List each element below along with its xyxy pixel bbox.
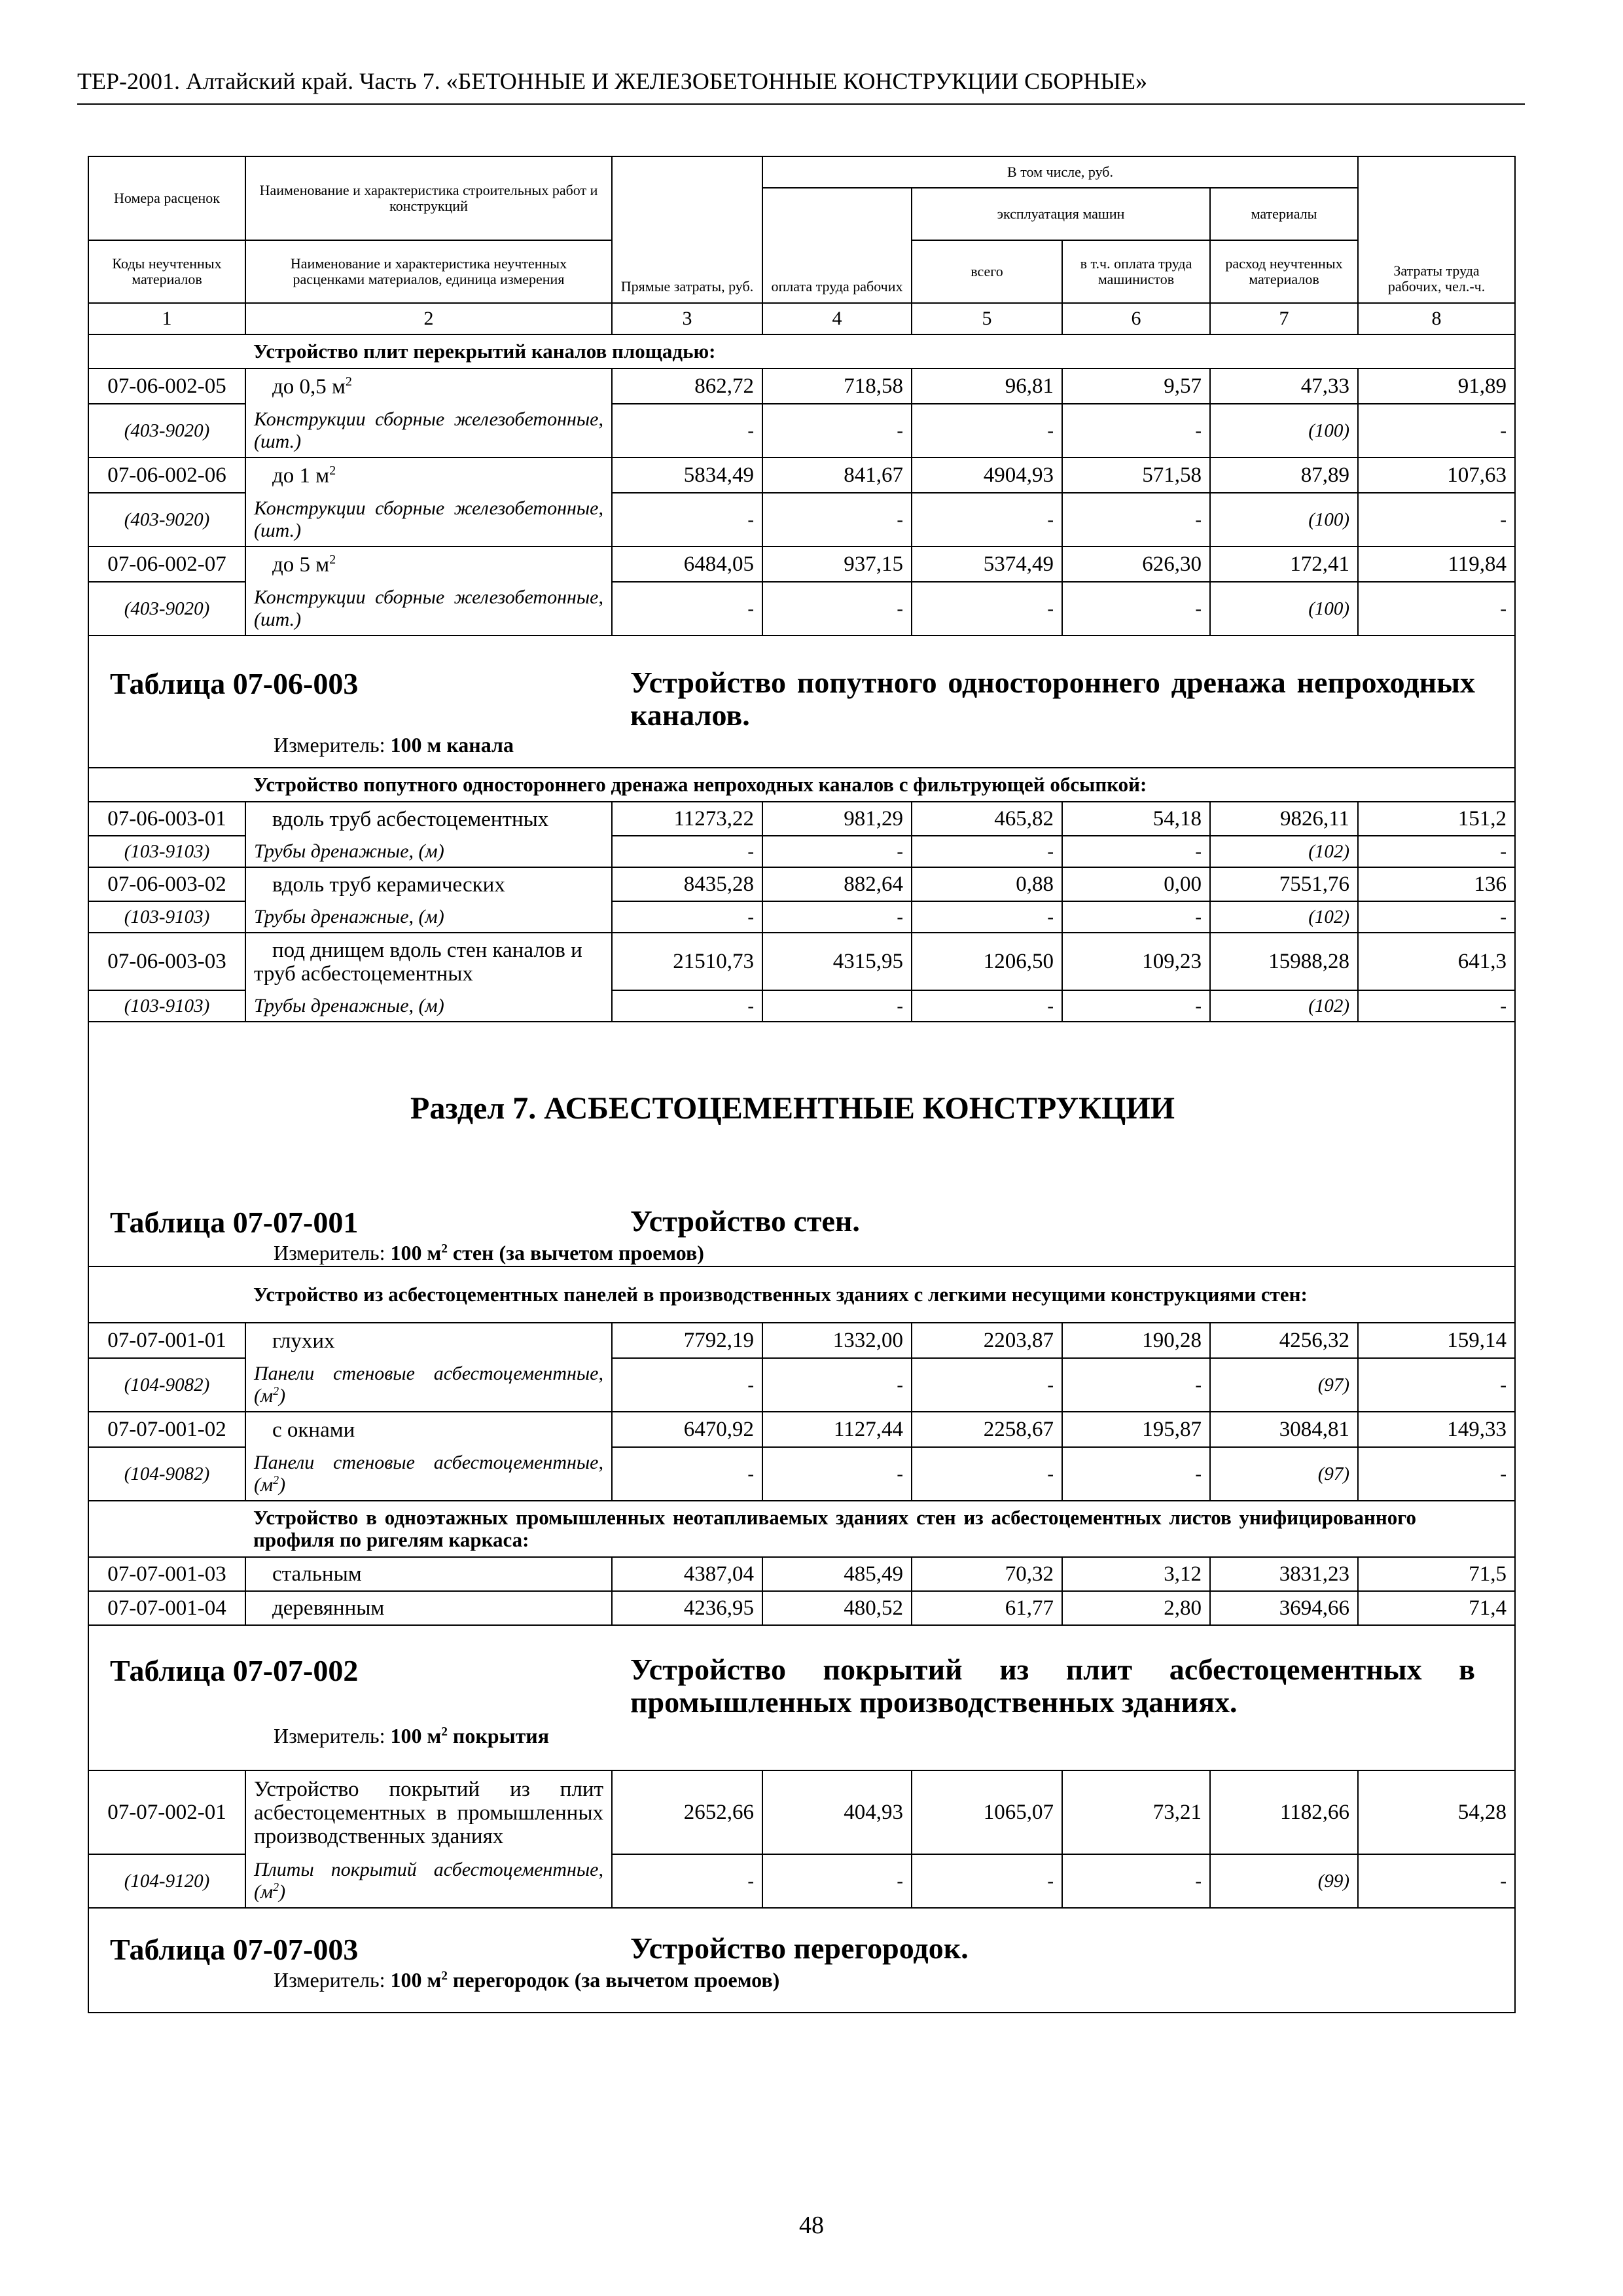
col-header-machines: эксплуатация машин: [912, 188, 1210, 240]
dash: -: [1062, 1854, 1210, 1908]
material-name: Конструкции сборные железобетонные, (шт.): [245, 404, 612, 457]
worker-pay: 882,64: [762, 867, 912, 901]
labor-hours: 159,14: [1358, 1323, 1515, 1358]
table-unit: Измеритель: 100 $м^2$ покрытия: [274, 1724, 550, 1748]
material-row: [88, 582, 1515, 636]
work-name: деревянным: [245, 1591, 612, 1625]
dash: -: [612, 493, 762, 547]
dash: -: [762, 836, 912, 867]
dash: -: [912, 1447, 1062, 1501]
dash: -: [612, 1358, 762, 1412]
page-number: 48: [799, 2212, 824, 2239]
machinist-pay: 73,21: [1062, 1770, 1210, 1854]
dash: -: [1358, 1358, 1515, 1412]
column-number: 1: [88, 303, 245, 334]
dash: -: [1358, 901, 1515, 933]
material-quantity: (102): [1210, 901, 1358, 933]
dash: -: [912, 1854, 1062, 1908]
table-title: Таблица 07-07-002: [110, 1654, 359, 1687]
machines-total: 1206,50: [912, 933, 1062, 990]
col-header-codes: Номера расценок: [88, 156, 245, 240]
dash: -: [762, 1854, 912, 1908]
dash: -: [762, 901, 912, 933]
rate-row: [88, 547, 1515, 582]
dash: -: [612, 990, 762, 1022]
column-number: 6: [1062, 303, 1210, 334]
work-name: с окнами: [245, 1412, 612, 1447]
material-row: [88, 493, 1515, 547]
table-name: Устройство перегородок.: [630, 1931, 969, 1965]
labor-hours: 91,89: [1358, 368, 1515, 404]
header-rule: [77, 103, 1525, 105]
rate-row: [88, 867, 1515, 901]
col-header-material-names: Наименование и характеристика неучтенных расценками материалов, единица измерения: [245, 240, 612, 303]
rate-row: [88, 1412, 1515, 1447]
materials: 3831,23: [1210, 1557, 1358, 1591]
labor-hours: 641,3: [1358, 933, 1515, 990]
rate-row: [88, 368, 1515, 404]
table-name: Устройство стен.: [630, 1204, 860, 1238]
labor-hours: 71,5: [1358, 1557, 1515, 1591]
work-name: до 0,5 $м^2$: [245, 368, 612, 404]
machines-total: 96,81: [912, 368, 1062, 404]
group-title-row: [88, 334, 1515, 368]
direct-costs: 6484,05: [612, 547, 762, 582]
direct-costs: 4236,95: [612, 1591, 762, 1625]
work-name: до 1 $м^2$: [245, 457, 612, 493]
material-row: [88, 901, 1515, 933]
dash: -: [1062, 582, 1210, 636]
dash: -: [1358, 582, 1515, 636]
dash: -: [1358, 493, 1515, 547]
material-code: (103-9103): [88, 901, 245, 933]
direct-costs: 7792,19: [612, 1323, 762, 1358]
dash: -: [1062, 990, 1210, 1022]
table-unit: Измеритель: 100 м канала: [274, 733, 514, 757]
table-title-row: [88, 1908, 1515, 2013]
dash: -: [612, 1447, 762, 1501]
table-name: Устройство покрытий из плит асбестоцементных в промышленных производственных зданиях.: [630, 1653, 1476, 1719]
rate-code: 07-07-002-01: [88, 1770, 245, 1854]
dash: -: [1358, 404, 1515, 457]
worker-pay: 937,15: [762, 547, 912, 582]
machines-total: 0,88: [912, 867, 1062, 901]
material-name: Трубы дренажные, (м): [245, 901, 612, 933]
machinist-pay: 9,57: [1062, 368, 1210, 404]
material-quantity: (100): [1210, 493, 1358, 547]
dash: -: [912, 836, 1062, 867]
material-quantity: (97): [1210, 1358, 1358, 1412]
material-code: (104-9082): [88, 1358, 245, 1412]
direct-costs: 4387,04: [612, 1557, 762, 1591]
rate-code: 07-06-002-05: [88, 368, 245, 404]
rate-code: 07-06-003-02: [88, 867, 245, 901]
table-title: Таблица 07-07-003: [110, 1933, 359, 1966]
work-name: до 5 $м^2$: [245, 547, 612, 582]
material-row: [88, 404, 1515, 457]
dash: -: [1062, 493, 1210, 547]
machinist-pay: 3,12: [1062, 1557, 1210, 1591]
direct-costs: 5834,49: [612, 457, 762, 493]
direct-costs: 21510,73: [612, 933, 762, 990]
material-code: (104-9082): [88, 1447, 245, 1501]
machinist-pay: 190,28: [1062, 1323, 1210, 1358]
column-number: 7: [1210, 303, 1358, 334]
work-name: глухих: [245, 1323, 612, 1358]
material-code: (403-9020): [88, 404, 245, 457]
dash: -: [612, 404, 762, 457]
dash: -: [912, 493, 1062, 547]
worker-pay: 404,93: [762, 1770, 912, 1854]
dash: -: [1062, 404, 1210, 457]
rate-code: 07-06-002-06: [88, 457, 245, 493]
dash: -: [762, 1358, 912, 1412]
dash: -: [912, 990, 1062, 1022]
col-header-direct-costs: Прямые затраты, руб.: [612, 156, 762, 303]
col-header-material-codes: Коды неучтенных материалов: [88, 240, 245, 303]
materials: 3084,81: [1210, 1412, 1358, 1447]
section-title: Раздел 7. АСБЕСТОЦЕМЕНТНЫЕ КОНСТРУКЦИИ: [410, 1091, 1175, 1126]
rate-row: [88, 1557, 1515, 1591]
labor-hours: 54,28: [1358, 1770, 1515, 1854]
dash: -: [1358, 1447, 1515, 1501]
dash: -: [1062, 1447, 1210, 1501]
table-title-row: [88, 1625, 1515, 1770]
worker-pay: 841,67: [762, 457, 912, 493]
worker-pay: 485,49: [762, 1557, 912, 1591]
rate-row: [88, 1770, 1515, 1854]
rate-row: [88, 1591, 1515, 1625]
material-quantity: (100): [1210, 582, 1358, 636]
materials: 9826,11: [1210, 802, 1358, 836]
material-name: Конструкции сборные железобетонные, (шт.): [245, 582, 612, 636]
dash: -: [912, 582, 1062, 636]
worker-pay: 4315,95: [762, 933, 912, 990]
dash: -: [762, 990, 912, 1022]
col-header-labor-hours: Затраты труда рабочих, чел.-ч.: [1358, 156, 1515, 303]
labor-hours: 151,2: [1358, 802, 1515, 836]
machinist-pay: 2,80: [1062, 1591, 1210, 1625]
material-row: [88, 836, 1515, 867]
rate-code: 07-07-001-02: [88, 1412, 245, 1447]
materials: 3694,66: [1210, 1591, 1358, 1625]
material-name: Трубы дренажные, (м): [245, 836, 612, 867]
col-header-including: В том числе, руб.: [762, 156, 1358, 188]
machinist-pay: 54,18: [1062, 802, 1210, 836]
work-name: стальным: [245, 1557, 612, 1591]
material-code: (103-9103): [88, 990, 245, 1022]
dash: -: [762, 582, 912, 636]
rate-row: [88, 933, 1515, 990]
group-title-row: [88, 1266, 1515, 1323]
dash: -: [612, 582, 762, 636]
column-number: 3: [612, 303, 762, 334]
dash: -: [612, 1854, 762, 1908]
direct-costs: 2652,66: [612, 1770, 762, 1854]
worker-pay: 1332,00: [762, 1323, 912, 1358]
materials: 1182,66: [1210, 1770, 1358, 1854]
material-row: [88, 1358, 1515, 1412]
material-code: (403-9020): [88, 582, 245, 636]
dash: -: [612, 901, 762, 933]
dash: -: [1062, 1358, 1210, 1412]
materials: 7551,76: [1210, 867, 1358, 901]
direct-costs: 8435,28: [612, 867, 762, 901]
table-title: Таблица 07-07-001: [110, 1206, 359, 1239]
machines-total: 465,82: [912, 802, 1062, 836]
machines-total: 4904,93: [912, 457, 1062, 493]
direct-costs: 862,72: [612, 368, 762, 404]
machinist-pay: 571,58: [1062, 457, 1210, 493]
column-number-row: [88, 303, 1515, 334]
material-code: (104-9120): [88, 1854, 245, 1908]
materials: 4256,32: [1210, 1323, 1358, 1358]
material-quantity: (99): [1210, 1854, 1358, 1908]
materials: 172,41: [1210, 547, 1358, 582]
group-title: Устройство плит перекрытий каналов площадью:: [245, 334, 1515, 368]
worker-pay: 718,58: [762, 368, 912, 404]
machines-total: 1065,07: [912, 1770, 1062, 1854]
machinist-pay: 109,23: [1062, 933, 1210, 990]
rate-code: 07-06-003-03: [88, 933, 245, 990]
rate-code: 07-06-002-07: [88, 547, 245, 582]
work-name: под днищем вдоль стен каналов и труб асбестоцементных: [245, 933, 612, 990]
dash: -: [762, 1447, 912, 1501]
direct-costs: 11273,22: [612, 802, 762, 836]
materials: 15988,28: [1210, 933, 1358, 990]
labor-hours: 136: [1358, 867, 1515, 901]
material-row: [88, 1854, 1515, 1908]
material-name: Трубы дренажные, (м): [245, 990, 612, 1022]
group-title-row: [88, 1501, 1515, 1557]
material-quantity: (102): [1210, 990, 1358, 1022]
col-header-worker-pay: оплата труда рабочих: [762, 188, 912, 303]
rate-row: [88, 457, 1515, 493]
column-number: 2: [245, 303, 612, 334]
material-quantity: (97): [1210, 1447, 1358, 1501]
table-unit: Измеритель: 100 $м^2$ стен (за вычетом проемов): [274, 1241, 704, 1265]
materials: 87,89: [1210, 457, 1358, 493]
material-row: [88, 990, 1515, 1022]
rate-code: 07-07-001-03: [88, 1557, 245, 1591]
col-header-machines-total: всего: [912, 240, 1062, 303]
rate-code: 07-07-001-04: [88, 1591, 245, 1625]
col-header-work-name: Наименование и характеристика строительных работ и конструкций: [245, 156, 612, 240]
machines-total: 2258,67: [912, 1412, 1062, 1447]
column-number: 4: [762, 303, 912, 334]
machinist-pay: 0,00: [1062, 867, 1210, 901]
work-name: вдоль труб асбестоцементных: [245, 802, 612, 836]
material-code: (103-9103): [88, 836, 245, 867]
machines-total: 2203,87: [912, 1323, 1062, 1358]
worker-pay: 480,52: [762, 1591, 912, 1625]
table-title-row: [88, 636, 1515, 768]
col-header-materials: материалы: [1210, 188, 1358, 240]
material-quantity: (102): [1210, 836, 1358, 867]
dash: -: [612, 836, 762, 867]
dash: -: [1358, 990, 1515, 1022]
table-title: Таблица 07-06-003: [110, 667, 359, 700]
group-title: Устройство в одноэтажных промышленных неотапливаемых зданиях стен из асбестоцементных листов унифицированного профиля по ригелям каркаса:: [245, 1501, 1515, 1557]
dash: -: [762, 493, 912, 547]
rate-row: [88, 802, 1515, 836]
table-unit: Измеритель: 100 $м^2$ перегородок (за вычетом проемов): [274, 1968, 780, 1992]
work-name: Устройство покрытий из плит асбестоцементных в промышленных производственных зданиях: [245, 1770, 612, 1854]
page-header: ТЕР-2001. Алтайский край. Часть 7. «БЕТОННЫЕ И ЖЕЛЕЗОБЕТОННЫЕ КОНСТРУКЦИИ СБОРНЫЕ»: [77, 68, 1147, 94]
labor-hours: 107,63: [1358, 457, 1515, 493]
machinist-pay: 195,87: [1062, 1412, 1210, 1447]
group-title: Устройство из асбестоцементных панелей в производственных зданиях с легкими несущими конструкциями стен:: [245, 1266, 1515, 1323]
rate-code: 07-07-001-01: [88, 1323, 245, 1358]
work-name: вдоль труб керамических: [245, 867, 612, 901]
column-number: 8: [1358, 303, 1515, 334]
rate-code: 07-06-003-01: [88, 802, 245, 836]
material-row: [88, 1447, 1515, 1501]
material-name: Панели стеновые асбестоцементные, $(м^2)$: [245, 1358, 612, 1412]
rate-row: [88, 1323, 1515, 1358]
col-header-material-usage: расход неучтенных материалов: [1210, 240, 1358, 303]
column-number: 5: [912, 303, 1062, 334]
dash: -: [1358, 836, 1515, 867]
materials: 47,33: [1210, 368, 1358, 404]
direct-costs: 6470,92: [612, 1412, 762, 1447]
dash: -: [762, 404, 912, 457]
machines-total: 61,77: [912, 1591, 1062, 1625]
machinist-pay: 626,30: [1062, 547, 1210, 582]
group-title-row: [88, 768, 1515, 802]
material-name: Конструкции сборные железобетонные, (шт.): [245, 493, 612, 547]
dash: -: [1358, 1854, 1515, 1908]
dash: -: [912, 404, 1062, 457]
material-quantity: (100): [1210, 404, 1358, 457]
material-name: Плиты покрытий асбестоцементные, $(м^2)$: [245, 1854, 612, 1908]
group-title: Устройство попутного одностороннего дренажа непроходных каналов с фильтрующей обсыпкой:: [245, 768, 1515, 802]
worker-pay: 1127,44: [762, 1412, 912, 1447]
labor-hours: 149,33: [1358, 1412, 1515, 1447]
machines-total: 5374,49: [912, 547, 1062, 582]
labor-hours: 119,84: [1358, 547, 1515, 582]
dash: -: [1062, 836, 1210, 867]
labor-hours: 71,4: [1358, 1591, 1515, 1625]
rates-table: [88, 156, 1516, 2013]
dash: -: [1062, 901, 1210, 933]
col-header-machinist-pay: в т.ч. оплата труда машинистов: [1062, 240, 1210, 303]
header-row-1: [88, 156, 1515, 188]
dash: -: [912, 901, 1062, 933]
machines-total: 70,32: [912, 1557, 1062, 1591]
worker-pay: 981,29: [762, 802, 912, 836]
material-name: Панели стеновые асбестоцементные, $(м^2)$: [245, 1447, 612, 1501]
dash: -: [912, 1358, 1062, 1412]
material-code: (403-9020): [88, 493, 245, 547]
table-name: Устройство попутного одностороннего дренажа непроходных каналов.: [630, 666, 1476, 732]
section-row: [88, 1022, 1515, 1266]
